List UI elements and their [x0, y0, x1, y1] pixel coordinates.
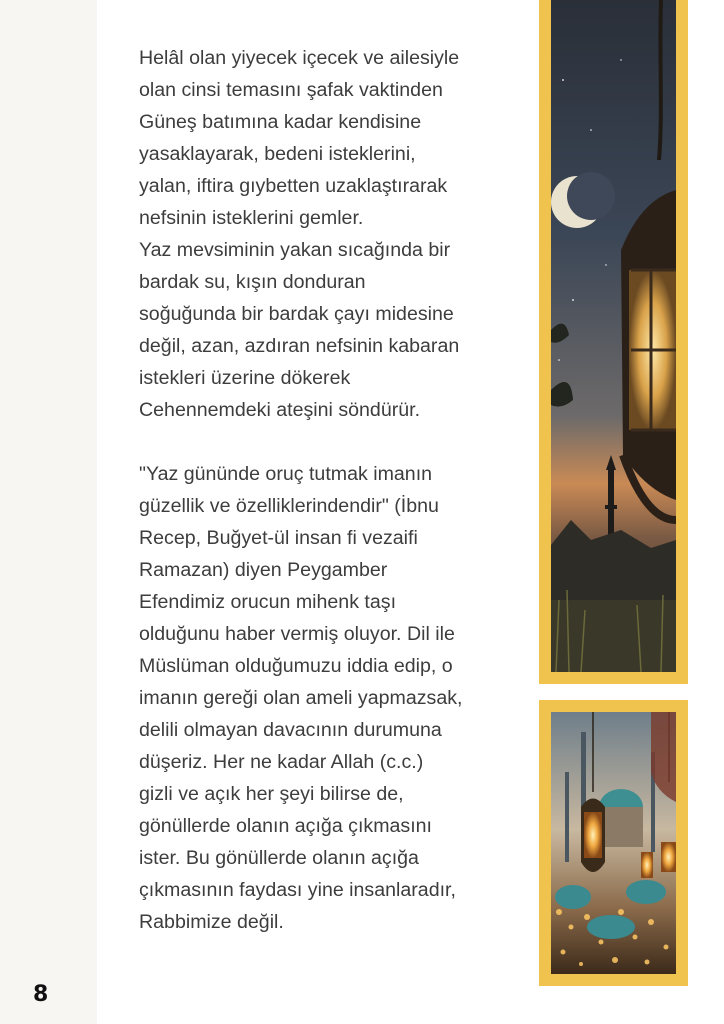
text-line: gönüllerde olanın açığa çıkmasını	[139, 815, 432, 837]
paragraph-1	[139, 42, 509, 234]
text-line: Helâl olan yiyecek içecek ve ailesiyle	[139, 47, 460, 69]
text-line: Yaz mevsiminin yakan sıcağında bir	[139, 239, 451, 261]
lantern-night-image	[551, 0, 676, 672]
text-line: "Yaz gününde oruç tutmak imanın	[139, 463, 433, 485]
text-line: yalan, iftira gıybetten uzaklaştırarak	[139, 175, 448, 197]
text-line: çıkmasının faydası yine insanlaradır,	[139, 879, 456, 901]
text-line: Efendimiz orucun mihenk taşı	[139, 591, 397, 613]
page-number: 8	[33, 982, 49, 1007]
paragraph-spacer	[139, 426, 509, 458]
lanterns-mosque-image	[551, 712, 676, 974]
text-line: delili olmayan davacının durumuna	[139, 719, 442, 741]
text-line: Müslüman olduğumuzu iddia edip, o	[139, 655, 453, 677]
paragraph-3	[139, 458, 509, 938]
text-line: bardak su, kışın donduran	[139, 271, 366, 293]
left-margin-strip	[0, 0, 97, 1024]
text-line: olan cinsi temasını şafak vaktinden	[139, 79, 443, 101]
body-text	[139, 42, 509, 938]
lantern-night-image-frame	[539, 0, 688, 684]
paragraph-2	[139, 234, 509, 426]
text-line: yasaklayarak, bedeni isteklerini,	[139, 143, 416, 165]
text-line: güzellik ve özelliklerindendir" (İbnu	[139, 495, 439, 517]
text-line: istekleri üzerine dökerek	[139, 367, 351, 389]
text-line: Rabbimize değil.	[139, 911, 284, 933]
text-line: Ramazan) diyen Peygamber	[139, 559, 388, 581]
text-line: ister. Bu gönüllerde olanın açığa	[139, 847, 419, 869]
text-line: soğuğunda bir bardak çayı midesine	[139, 303, 454, 325]
text-line: düşeriz. Her ne kadar Allah (c.c.)	[139, 751, 424, 773]
text-line: Cehennemdeki ateşini söndürür.	[139, 399, 421, 421]
text-line: imanın gereği olan ameli yapmazsak,	[139, 687, 463, 709]
text-line: gizli ve açık her şeyi bilirse de,	[139, 783, 404, 805]
text-line: değil, azan, azdıran nefsinin kabaran	[139, 335, 460, 357]
text-line: Recep, Buğyet-ül insan fi vezaifi	[139, 527, 418, 549]
text-line: nefsinin isteklerini gemler.	[139, 207, 364, 229]
lanterns-mosque-image-frame	[539, 700, 688, 986]
text-line: olduğunu haber vermiş oluyor. Dil ile	[139, 623, 455, 645]
text-line: Güneş batımına kadar kendisine	[139, 111, 422, 133]
